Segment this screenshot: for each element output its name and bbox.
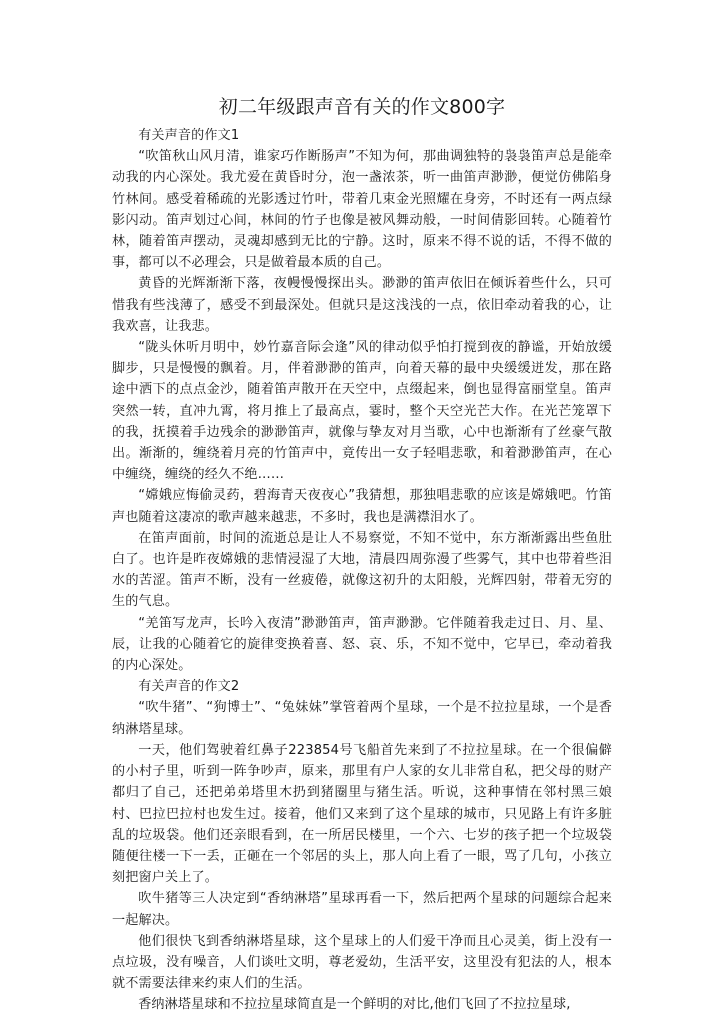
- paragraph: “吹牛猪”、“狗博士”、“兔妹妹”掌管着两个星球，一个是不拉拉星球，一个是香纳淋塔星球。: [112, 700, 612, 737]
- paragraph: “陇头休听月明中，妙竹嘉音际会逢”风的律动似乎怕打搅到夜的静谧，开始放缓脚步，只是慢慢的飘着。月，伴着渺渺的笛声，向着天幕的最中央缓缓迸发，那在路途中洒下的点点金沙，随着笛声散开在天空中，点缀起来，倒也显得富丽堂皇。笛声突然一转，直冲九霄，将月推上了最高点，霎时，整个天空光芒大作。在光芒笼罩下的我，抚摸着手边残余的渺渺笛声，就像与挚友对月当歌，心中也渐渐有了丝豪气散出。渐渐的，缠绕着月亮的竹笛声中，竟传出一女子轻唱悲歌，和着渺渺笛声，在心中缠绕，缠绕的经久不绝……: [112, 340, 612, 483]
- paragraph: 香纳淋塔星球和不拉拉星球简直是一个鲜明的对比,他们飞回了不拉拉星球,: [138, 997, 571, 1013]
- section-heading-1: 有关声音的作文1: [138, 128, 240, 143]
- document-page: [112, 94, 612, 1016]
- document-title: 初二年级跟声音有关的作文800字: [218, 96, 506, 118]
- paragraph: 他们很快飞到香纳淋塔星球，这个星球上的人们爱干净而且心灵美，街上没有一点垃圾，没有噪音，人们谈吐文明，尊老爱幼，生活平安，这里没有犯法的人，根本就不需要法律来约束人们的生活。: [112, 933, 612, 992]
- paragraph: “羌笛写龙声，长吟入夜清”渺渺笛声，笛声渺渺。它伴随着我走过日、月、星、辰，让我的心随着它的旋律变换着喜、怒、哀、乐，不知不觉中，它早已，牵动着我的内心深处。: [112, 615, 612, 674]
- paragraph: “吹笛秋山风月清，谁家巧作断肠声”不知为何，那曲调独特的袅袅笛声总是能牵动我的内心深处。我尤爱在黄昏时分，泡一盏浓茶，听一曲笛声渺渺，便觉仿佛陷身竹林间。感受着稀疏的光影透过竹叶，带着几束金光照耀在身旁，不时还有一两点绿影闪动。笛声划过心间，林间的竹子也像是被风舞动般，一时间倩影回转。心随着竹林，随着笛声摆动，灵魂却感到无比的宁静。这时，原来不得不说的话，不得不做的事，都可以不必理会，只是做着最本质的自己。: [112, 149, 612, 271]
- paragraph: 吹牛猪等三人决定到“香纳淋塔”星球再看一下，然后把两个星球的问题综合起来一起解决。: [112, 891, 612, 928]
- paragraph: 一天，他们驾驶着红鼻子223854号飞船首先来到了不拉拉星球。在一个很偏僻的小村子里，听到一阵争吵声，原来，那里有户人家的女儿非常自私，把父母的财产都归了自己，还把弟弟塔里木扔到猪圈里与猪生活。听说，这种事情在邻村黑三娘村、巴拉巴拉村也发生过。接着，他们又来到了这个星球的城市，只见路上有许多脏乱的垃圾袋。他们还亲眼看到，在一所居民楼里，一个六、七岁的孩子把一个垃圾袋随便往楼一下一丢，正砸在一个邻居的头上，那人向上看了一眼，骂了几句，小孩立刻把窗户关上了。: [112, 742, 612, 886]
- paragraph: 在笛声面前，时间的流逝总是让人不易察觉，不知不觉中，东方渐渐露出些鱼肚白了。也许是昨夜嫦娥的悲情浸湿了大地，清晨四周弥漫了些雾气，其中也带着些泪水的苦涩。笛声不断，没有一丝疲倦，就像这初升的太阳般，光辉四射，带着无穷的生的气息。: [112, 530, 612, 610]
- paragraph: “嫦娥应悔偷灵药，碧海青天夜夜心”我猜想，那独唱悲歌的应该是嫦娥吧。竹笛声也随着这凄凉的歌声越来越悲，不多时，我也是满襟泪水了。: [112, 488, 612, 525]
- paragraph: 黄昏的光辉渐渐下落，夜幔慢慢探出头。渺渺的笛声依旧在倾诉着些什么，只可惜我有些浅薄了，感受不到最深处。但就只是这浅浅的一点，依旧牵动着我的心，让我欢喜，让我悲。: [112, 276, 612, 334]
- section-heading-2: 有关声音的作文2: [138, 679, 240, 695]
